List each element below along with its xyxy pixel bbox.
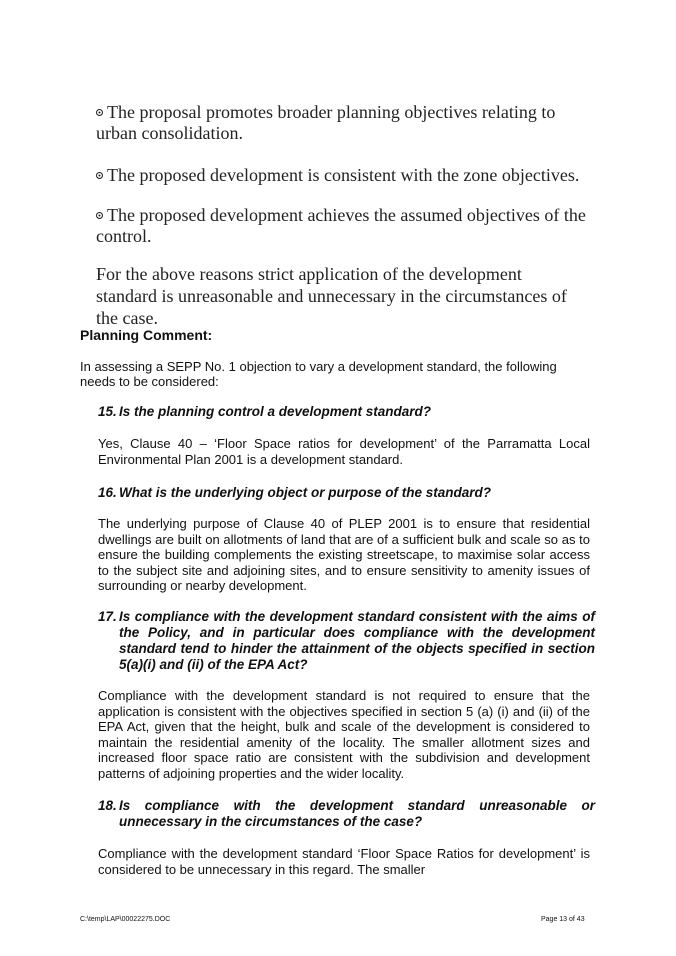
bullet-item: The proposed development achieves the assumed objectives of the control. <box>96 205 586 246</box>
conclusion-paragraph: For the above reasons strict application of the development standard is unreasonable and unnecessary in the circumstances of the case. <box>96 264 567 328</box>
answer-paragraph: The underlying purpose of Clause 40 of PLEP 2001 is to ensure that residential dwellings are built on allotments of land that are of a sufficient bulk and scale so as to ensure the building complements the existing streetscape, to maximise solar access to the subject site and adjoining sites, and to ensure sensitivity to amenity issues of surrounding or nearby development. <box>98 516 590 594</box>
question-heading: 17. Is compliance with the development standard consistent with the aims of the Policy, and in particular does compliance with the development standard tend to hinder the attainment of the objects specified in section 5(a)(i) and (ii) of the EPA Act? <box>98 609 595 672</box>
bullet-icon <box>96 172 103 179</box>
bullet-item: The proposal promotes broader planning objectives relating to urban consolidation. <box>96 102 556 143</box>
footer-file-path: C:\temp\LAP\00022275.DOC <box>80 916 171 923</box>
section-heading: Planning Comment: <box>80 327 213 343</box>
question-heading: 15. Is the planning control a development standard? <box>98 404 432 419</box>
bullet-icon <box>96 109 103 116</box>
question-heading: 18. Is compliance with the development standard unreasonable or unnecessary in the circumstances of the case? <box>98 798 595 829</box>
answer-paragraph: Yes, Clause 40 – ‘Floor Space ratios for development’ of the Parramatta Local Environmental Plan 2001 is a development standard. <box>98 436 590 467</box>
answer-paragraph: Compliance with the development standard ‘Floor Space Ratios for development’ is considered to be unnecessary in this regard. The smaller <box>98 846 590 877</box>
bullet-icon <box>96 212 103 219</box>
answer-paragraph: Compliance with the development standard is not required to ensure that the application is consistent with the objectives specified in section 5 (a) (i) and (ii) of the EPA Act, given that the height, bulk and scale of the development is considered to maintain the residential amenity of the locality. The smaller allotment sizes and increased floor space ratio are consistent with the subdivision and development patterns of adjoining properties and the wider locality. <box>98 688 590 781</box>
intro-paragraph: In assessing a SEPP No. 1 objection to vary a development standard, the following needs to be considered: <box>80 359 557 389</box>
footer-page-number: Page 13 of 43 <box>541 916 585 923</box>
question-heading: 16. What is the underlying object or purpose of the standard? <box>98 485 492 500</box>
bullet-item: The proposed development is consistent with the zone objectives. <box>96 165 586 186</box>
